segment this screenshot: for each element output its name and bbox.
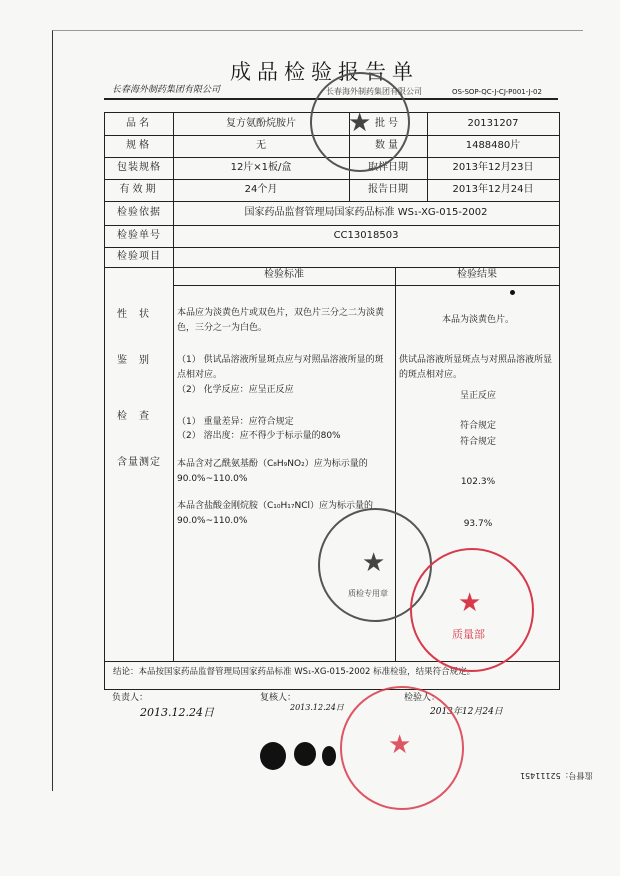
label-product-name: 品名 bbox=[126, 118, 152, 129]
test-name-inspection: 检查 bbox=[117, 411, 161, 422]
label-spec: 规格 bbox=[126, 140, 152, 151]
scan-dot bbox=[510, 290, 515, 295]
test-result-inspection-1: 符合规定 bbox=[459, 421, 496, 431]
inspector-date: 2013年12月24日 bbox=[430, 707, 503, 717]
reviewer-label: 复核人： bbox=[260, 693, 297, 703]
footer-number: 监督号：52111451 bbox=[520, 771, 593, 780]
test-standard-assay-1: 本品含对乙酰氨基酚（C₈H₉NO₂）应为标示量的90.0%~110.0% bbox=[177, 459, 368, 484]
label-validity: 有效期 bbox=[119, 184, 159, 195]
label-package: 包装规格 bbox=[117, 162, 161, 173]
test-result-appearance: 本品为淡黄色片。 bbox=[441, 315, 514, 325]
test-standard-appearance: 本品应为淡黄色片或双色片，双色片三分之二为淡黄色，三分之一为白色。 bbox=[177, 308, 385, 333]
star-icon: ★ bbox=[458, 588, 482, 618]
label-batch: 批号 bbox=[375, 118, 401, 129]
inspector-label: 检验人： bbox=[404, 693, 441, 703]
test-standard-inspection-1: （1） 重量差异：应符合规定 bbox=[177, 417, 294, 427]
value-report-no: CC13018503 bbox=[333, 230, 399, 241]
document-number: OS-SOP-QC-J-CJ-P001-J-02 bbox=[452, 88, 542, 96]
scan-smear bbox=[260, 742, 286, 770]
label-report-date: 报告日期 bbox=[368, 184, 408, 195]
quality-dept-text: 质量部 bbox=[452, 628, 485, 641]
label-basis: 检验依据 bbox=[117, 207, 161, 218]
value-product-name: 复方氨酚烷胺片 bbox=[226, 118, 296, 129]
star-icon: ★ bbox=[362, 548, 386, 578]
test-result-inspection-2: 符合规定 bbox=[459, 437, 496, 447]
conclusion: 结论：本品按国家药品监督管理局国家药品标准 WS₁-XG-015-2002 标准检验，结果符合规定。 bbox=[113, 667, 476, 677]
test-standard-identification-2: （2） 化学反应：应呈正反应 bbox=[177, 385, 294, 395]
company-name: 长春海外制药集团有限公司 bbox=[112, 85, 221, 95]
test-name-assay: 含量测定 bbox=[117, 457, 161, 468]
page-title: 成品检验报告单 bbox=[230, 60, 419, 84]
company-seal-text: 长春海外制药集团有限公司 bbox=[326, 87, 422, 96]
star-icon: ★ bbox=[348, 108, 372, 138]
test-standard-identification-1: （1） 供试品溶液所显斑点应与对照品溶液所显的斑点相对应。 bbox=[177, 355, 384, 380]
test-standard-inspection-2: （2） 溶出度：应不得少于标示量的80% bbox=[177, 431, 341, 441]
label-sample-date: 取样日期 bbox=[368, 162, 408, 173]
test-result-identification-2: 呈正反应 bbox=[459, 391, 496, 401]
header-standard: 检验标准 bbox=[264, 269, 304, 280]
value-validity: 24个月 bbox=[244, 184, 278, 195]
test-standard-assay-2: 本品含盐酸金刚烷胺（C₁₀H₁₇NCl）应为标示量的90.0%~110.0% bbox=[177, 501, 374, 526]
company-seal-stamp bbox=[310, 72, 422, 172]
distribution-stamp bbox=[340, 686, 464, 810]
value-batch: 20131207 bbox=[467, 118, 519, 129]
value-report-date: 2013年12月24日 bbox=[452, 184, 534, 195]
label-quantity: 数量 bbox=[375, 140, 401, 151]
value-sample-date: 2013年12月23日 bbox=[452, 162, 534, 173]
test-result-identification-1: 供试品溶液所显斑点与对照品溶液所显的斑点相对应。 bbox=[399, 355, 553, 380]
value-basis: 国家药品监督管理局国家药品标准 WS₁-XG-015-2002 bbox=[244, 207, 488, 218]
scan-smear bbox=[294, 742, 316, 766]
header-item: 检验项目 bbox=[117, 251, 161, 262]
test-name-identification: 鉴别 bbox=[117, 355, 161, 366]
label-report-no: 检验单号 bbox=[117, 230, 161, 241]
star-icon: ★ bbox=[388, 730, 412, 760]
special-stamp-text: 质检专用章 bbox=[348, 589, 388, 598]
reviewer-date: 2013.12.24日 bbox=[290, 703, 344, 712]
value-quantity: 1488480片 bbox=[465, 140, 521, 151]
responsible-label: 负责人： bbox=[112, 693, 149, 703]
test-result-assay-2: 93.7% bbox=[463, 519, 493, 529]
scan-smear bbox=[322, 746, 336, 766]
test-name-appearance: 性状 bbox=[117, 309, 161, 320]
quality-dept-stamp bbox=[410, 548, 534, 672]
header-result: 检验结果 bbox=[457, 269, 497, 280]
responsible-date: 2013.12.24日 bbox=[140, 706, 214, 719]
test-result-assay-1: 102.3% bbox=[460, 477, 496, 487]
value-spec: 无 bbox=[256, 140, 266, 151]
value-package: 12片×1板/盒 bbox=[230, 162, 292, 173]
